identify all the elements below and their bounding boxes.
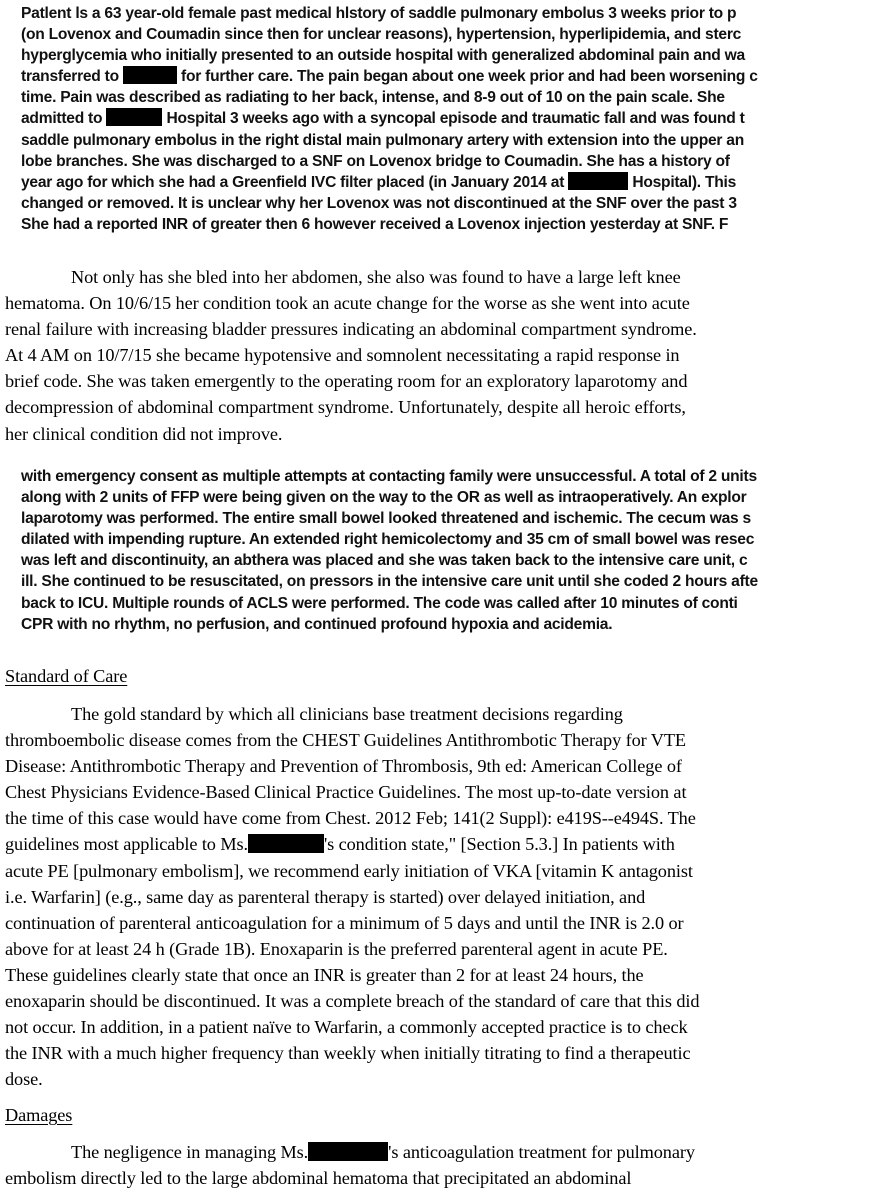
excerpt-line	[21, 172, 870, 193]
excerpt-line: was left and discontinuity, an abthera was placed and she was taken back to the intensive care unit, c	[21, 552, 748, 570]
excerpt-line: back to ICU. Multiple rounds of ACLS were performed. The code was called after 10 minutes of conti	[21, 594, 738, 612]
paragraph-line: brief code. She was taken emergently to the operating room for an exploratory laparotomy and	[5, 371, 688, 392]
paragraph-line: above for at least 24 h (Grade 1B). Enoxaparin is the preferred parenteral agent in acute PE.	[5, 938, 668, 959]
redaction-box	[248, 834, 324, 853]
standard-of-care-heading: Standard of Care	[5, 666, 128, 686]
paragraph-text: The negligence in managing Ms.	[71, 1142, 309, 1162]
paragraph-line: the INR with a much higher frequency than weekly when initially titrating to find a therapeutic	[5, 1043, 691, 1064]
redaction-box	[123, 66, 177, 84]
paragraph-line: Chest Physicians Evidence-Based Clinical Practice Guidelines. The most up-to-date version at	[5, 782, 687, 803]
paragraph-text: guidelines most applicable to Ms.	[5, 834, 248, 855]
paragraph-line: not occur. In addition, in a patient naïve to Warfarin, a commonly accepted practice is to check	[5, 1017, 688, 1038]
excerpt-line: Patlent ls a 63 year-old female past medical hlstory of saddle pulmonary embolus 3 weeks prior to p	[21, 5, 737, 22]
paragraph-line: hematoma. On 10/6/15 her condition took an acute change for the worse as she went into acute	[5, 293, 690, 314]
excerpt-line: changed or removed. It is unclear why her Lovenox was not discontinued at the SNF over the past 3	[21, 194, 737, 212]
excerpt-line: with emergency consent as multiple attempts at contacting family were unsuccessful. A total of 2 units	[21, 468, 757, 485]
excerpt-line: time. Pain was described as radiating to her back, intense, and 8-9 out of 10 on the pain scale. She	[21, 89, 725, 107]
redaction-box	[106, 108, 162, 126]
standard-of-care-paragraph	[5, 701, 865, 1092]
section-heading	[5, 1102, 865, 1128]
paragraph-line: The gold standard by which all clinicians base treatment decisions regarding	[71, 704, 623, 724]
section-heading	[5, 663, 865, 689]
paragraph-line: Not only has she bled into her abdomen, she also was found to have a large left knee	[71, 267, 681, 287]
excerpt-line: along with 2 units of FFP were being given on the way to the OR as well as intraoperatively. An explor	[21, 489, 747, 507]
excerpt-text: Hospital 3 weeks ago with a syncopal episode and traumatic fall and was found t	[162, 110, 745, 128]
excerpt-line: ill. She continued to be resuscitated, on pressors in the intensive care unit until she coded 2 hours afte	[21, 573, 758, 591]
narrative-paragraph	[5, 264, 865, 447]
paragraph-text: 's anticoagulation treatment for pulmonary	[388, 1142, 695, 1162]
paragraph-line	[5, 1139, 865, 1165]
excerpt-line: dilated with impending rupture. An extended right hemicolectomy and 35 cm of small bowel was resec	[21, 531, 755, 549]
excerpt-line: saddle pulmonary embolus in the right distal main pulmonary artery with extension into the upper an	[21, 131, 744, 149]
paragraph-text: 's condition state," [Section 5.3.] In patients with	[323, 834, 675, 855]
paragraph-line: enoxaparin should be discontinued. It was a complete breach of the standard of care that this did	[5, 991, 700, 1012]
paragraph-line: continuation of parenteral anticoagulation for a minimum of 5 days and until the INR is 2.0 or	[5, 912, 684, 933]
medical-record-excerpt-top	[21, 3, 870, 249]
excerpt-text: for further care. The pain began about one week prior and had been worsening c	[176, 68, 758, 86]
damages-heading: Damages	[5, 1105, 73, 1125]
excerpt-text: year ago for which she had a Greenfield IVC filter placed (in January 2014 at	[21, 173, 569, 191]
excerpt-text: admitted to	[21, 110, 107, 128]
excerpt-line: She had a reported INR of greater then 6 however received a Lovenox injection yesterday at SNF. F	[21, 215, 729, 233]
excerpt-line	[21, 108, 870, 129]
paragraph-line: her clinical condition did not improve.	[5, 423, 283, 444]
paragraph-line: the time of this case would have come from Chest. 2012 Feb; 141(2 Suppl): e419S--e494S. The	[5, 808, 696, 829]
paragraph-line: thromboembolic disease comes from the CHEST Guidelines Antithrombotic Therapy for VTE	[5, 730, 686, 751]
paragraph-line: embolism directly led to the large abdominal hematoma that precipitated an abdominal	[5, 1168, 632, 1189]
excerpt-text: Hospital). This	[628, 173, 737, 191]
excerpt-line: (on Lovenox and Coumadin since then for unclear reasons), hypertension, hyperlipidemia, and sterc	[21, 26, 742, 44]
excerpt-line: laparotomy was performed. The entire small bowel looked threatened and ischemic. The cecum was s	[21, 510, 751, 528]
damages-paragraph	[5, 1139, 865, 1191]
excerpt-line: CPR with no rhythm, no perfusion, and continued profound hypoxia and acidemia.	[21, 615, 613, 633]
redaction-box	[308, 1142, 388, 1161]
excerpt-line: hyperglycemia who initially presented to an outside hospital with generalized abdominal pain and wa	[21, 47, 745, 65]
redaction-box	[568, 172, 628, 190]
paragraph-line: i.e. Warfarin] (e.g., same day as parenteral therapy is started) over delayed initiation, and	[5, 886, 646, 907]
paragraph-line: These guidelines clearly state that once an INR is greater than 2 for at least 24 hours, the	[5, 964, 644, 985]
paragraph-line: dose.	[5, 1069, 43, 1090]
paragraph-line	[5, 831, 865, 857]
paragraph-line: acute PE [pulmonary embolism], we recommend early initiation of VKA [vitamin K antagonist	[5, 860, 693, 881]
excerpt-text: transferred to	[21, 68, 123, 86]
excerpt-line: lobe branches. She was discharged to a SNF on Lovenox bridge to Coumadin. She has a history of	[21, 152, 730, 170]
paragraph-line: Disease: Antithrombotic Therapy and Prevention of Thrombosis, 9th ed: American College of	[5, 756, 682, 777]
paragraph-line: At 4 AM on 10/7/15 she became hypotensive and somnolent necessitating a rapid response in	[5, 345, 680, 366]
excerpt-line	[21, 66, 870, 87]
medical-record-excerpt-bottom	[21, 466, 870, 644]
paragraph-line: decompression of abdominal compartment syndrome. Unfortunately, despite all heroic efforts,	[5, 397, 686, 418]
paragraph-line: renal failure with increasing bladder pressures indicating an abdominal compartment syndrome.	[5, 319, 697, 340]
